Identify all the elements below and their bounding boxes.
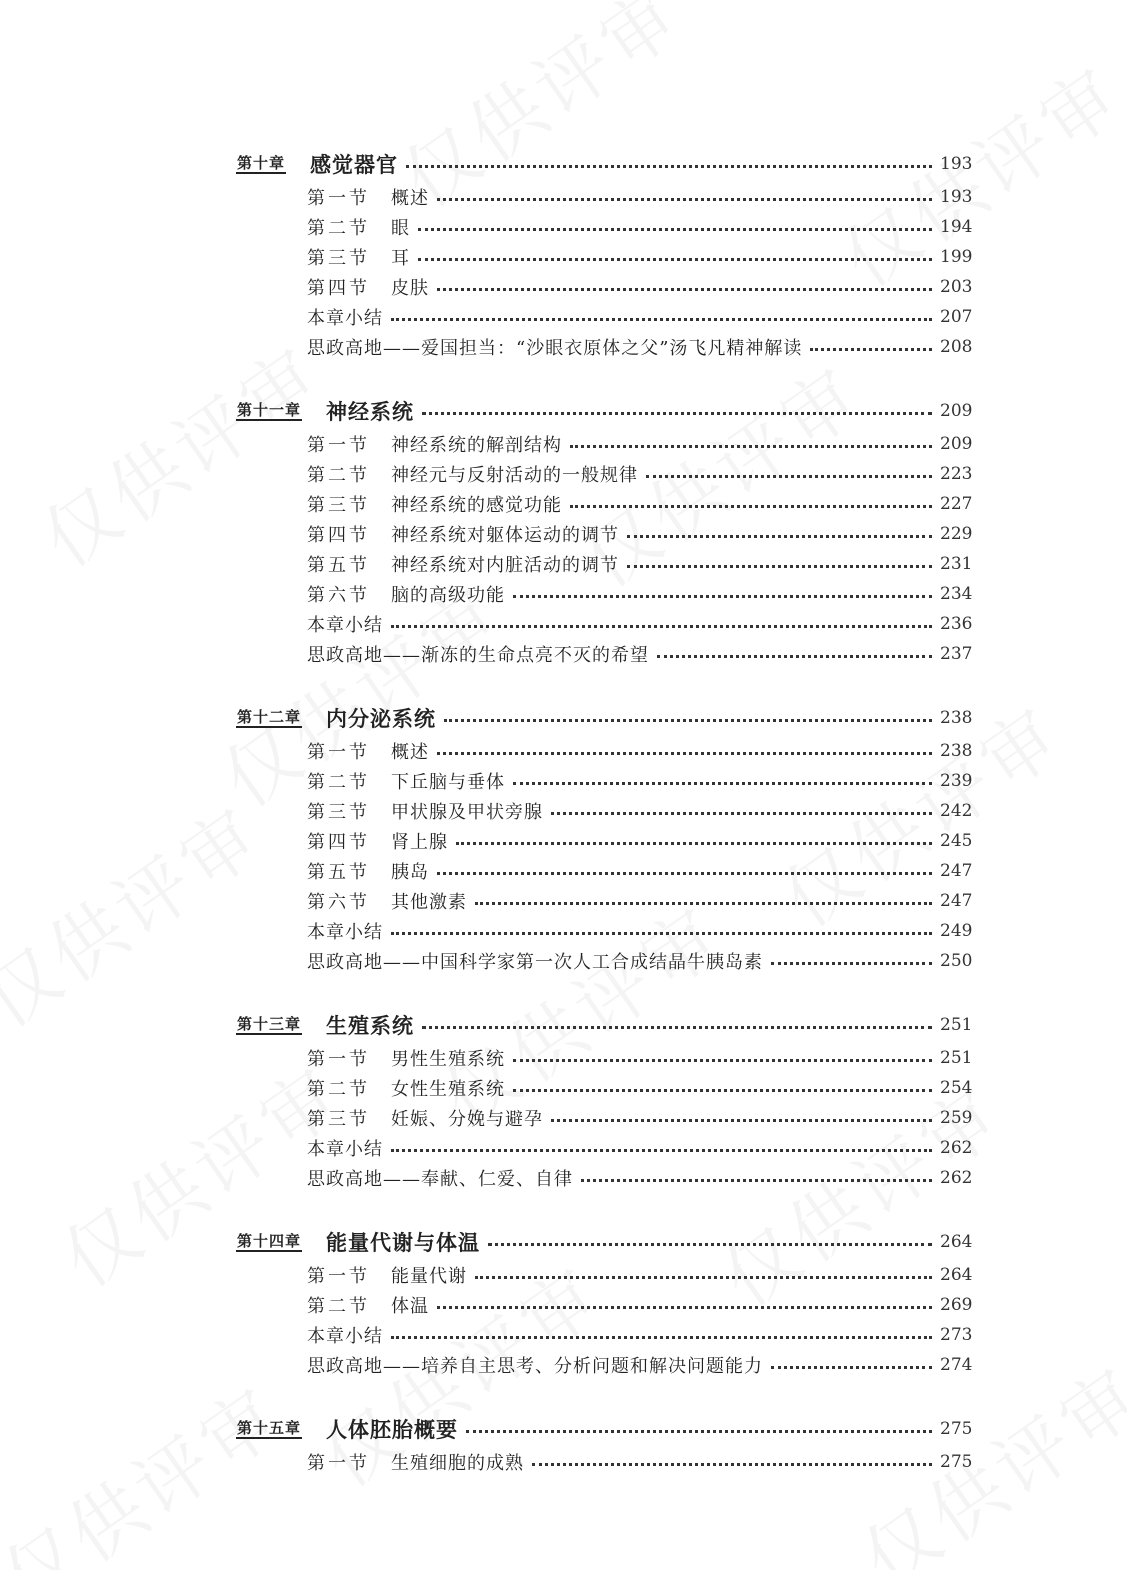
dot-leader [810, 348, 932, 351]
page-number: 247 [940, 861, 973, 881]
chapter-entry[interactable] [236, 1224, 972, 1260]
dot-leader [551, 812, 932, 815]
dot-leader [475, 1276, 932, 1279]
dot-leader [627, 565, 932, 568]
section-title: 神经系统对内脏活动的调节 [391, 555, 619, 576]
page-number: 238 [940, 708, 973, 728]
section-number: 第一节 [307, 1266, 370, 1287]
dot-leader [437, 1306, 932, 1309]
section-entry[interactable] [236, 242, 972, 272]
page-number: 194 [940, 217, 973, 237]
page-number: 234 [940, 584, 973, 604]
section-number: 第三节 [307, 248, 370, 269]
section-number: 第二节 [307, 1296, 370, 1317]
dot-leader [581, 1179, 932, 1182]
section-entry[interactable] [236, 1133, 972, 1163]
toc-chapter [236, 1224, 972, 1380]
dot-leader [657, 655, 932, 658]
section-title: 体温 [391, 1296, 429, 1317]
section-title: 皮肤 [391, 278, 429, 299]
section-number: 第二节 [307, 1079, 370, 1100]
section-entry[interactable] [236, 1103, 972, 1133]
section-list [236, 1447, 972, 1477]
section-number: 第六节 [307, 585, 370, 606]
section-entry[interactable] [236, 796, 972, 826]
page-number: 209 [940, 401, 973, 421]
dot-leader [570, 445, 932, 448]
page-number: 249 [940, 921, 973, 941]
page-number: 193 [940, 187, 973, 207]
toc-chapter [236, 1411, 972, 1477]
section-entry[interactable] [236, 1073, 972, 1103]
page-number: 227 [940, 494, 973, 514]
section-title: 妊娠、分娩与避孕 [391, 1109, 543, 1130]
chapter-entry[interactable] [236, 700, 972, 736]
section-list [236, 736, 972, 976]
page-number: 262 [940, 1138, 973, 1158]
page-number: 199 [940, 247, 973, 267]
chapter-title: 内分泌系统 [326, 706, 437, 731]
section-number: 第四节 [307, 525, 370, 546]
section-number: 第一节 [307, 435, 370, 456]
dot-leader [437, 288, 932, 291]
section-entry[interactable] [236, 639, 972, 669]
dot-leader [646, 475, 932, 478]
chapter-entry[interactable] [236, 1007, 972, 1043]
section-title: 概述 [391, 188, 429, 209]
section-title: 甲状腺及甲状旁腺 [391, 802, 543, 823]
page-number: 203 [940, 277, 973, 297]
dot-leader [418, 258, 932, 261]
section-entry[interactable] [236, 332, 972, 362]
page-number: 273 [940, 1325, 973, 1345]
section-title: 本章小结 [307, 1139, 383, 1160]
section-number: 第一节 [307, 188, 370, 209]
chapter-title: 感觉器官 [310, 152, 399, 177]
section-title: 思政高地——奉献、仁爱、自律 [307, 1169, 573, 1190]
section-title: 耳 [391, 248, 410, 269]
dot-leader [391, 932, 932, 935]
chapter-number: 第十二章 [237, 707, 302, 726]
section-entry[interactable] [236, 272, 972, 302]
section-title: 本章小结 [307, 308, 383, 329]
section-entry[interactable] [236, 1290, 972, 1320]
section-title: 胰岛 [391, 862, 429, 883]
page-number: 250 [940, 951, 973, 971]
dot-leader [488, 1243, 932, 1246]
section-title: 本章小结 [307, 1326, 383, 1347]
section-entry[interactable] [236, 549, 972, 579]
section-title: 本章小结 [307, 922, 383, 943]
chapter-entry[interactable] [236, 393, 972, 429]
section-entry[interactable] [236, 766, 972, 796]
section-number: 第二节 [307, 218, 370, 239]
page-number: 251 [940, 1015, 973, 1035]
chapter-entry[interactable] [236, 1411, 972, 1447]
dot-leader [391, 1336, 932, 1339]
section-entry[interactable] [236, 1043, 972, 1073]
section-title: 能量代谢 [391, 1266, 467, 1287]
section-number: 第四节 [307, 278, 370, 299]
dot-leader [570, 505, 932, 508]
page-number: 269 [940, 1295, 973, 1315]
page-number: 254 [940, 1078, 973, 1098]
dot-leader [513, 1089, 932, 1092]
dot-leader [391, 1149, 932, 1152]
section-entry[interactable] [236, 459, 972, 489]
section-entry[interactable] [236, 429, 972, 459]
dot-leader [551, 1119, 932, 1122]
section-entry[interactable] [236, 579, 972, 609]
section-number: 第四节 [307, 832, 370, 853]
page-number: 229 [940, 524, 973, 544]
chapter-title: 神经系统 [326, 399, 415, 424]
page-number: 262 [940, 1168, 973, 1188]
section-number: 第二节 [307, 465, 370, 486]
section-title: 神经系统的解剖结构 [391, 435, 562, 456]
section-number: 第一节 [307, 1453, 370, 1474]
dot-leader [771, 962, 932, 965]
section-entry[interactable] [236, 302, 972, 332]
section-title: 思政高地——培养自主思考、分析问题和解决问题能力 [307, 1356, 763, 1377]
dot-leader [456, 842, 932, 845]
section-number: 第五节 [307, 555, 370, 576]
chapter-number: 第十章 [237, 153, 286, 172]
dot-leader [444, 719, 932, 722]
dot-leader [418, 228, 932, 231]
page-number: 275 [940, 1452, 973, 1472]
page-number: 231 [940, 554, 973, 574]
dot-leader [422, 412, 932, 415]
section-list [236, 429, 972, 669]
section-title: 思政高地——爱国担当：“沙眼衣原体之父”汤飞凡精神解读 [307, 338, 803, 359]
section-title: 本章小结 [307, 615, 383, 636]
section-list [236, 1260, 972, 1380]
page-number: 274 [940, 1355, 973, 1375]
section-entry[interactable] [236, 1350, 972, 1380]
section-list [236, 182, 972, 362]
section-entry[interactable] [236, 1447, 972, 1477]
section-title: 眼 [391, 218, 410, 239]
dot-leader [513, 595, 932, 598]
section-title: 男性生殖系统 [391, 1049, 505, 1070]
dot-leader [437, 198, 932, 201]
page-number: 259 [940, 1108, 973, 1128]
section-entry[interactable] [236, 946, 972, 976]
dot-leader [627, 535, 932, 538]
page-number: 251 [940, 1048, 973, 1068]
chapter-title: 能量代谢与体温 [326, 1230, 481, 1255]
section-number: 第五节 [307, 862, 370, 883]
page-number: 207 [940, 307, 973, 327]
table-of-contents [236, 146, 972, 1508]
page-number: 209 [940, 434, 973, 454]
dot-leader [532, 1463, 932, 1466]
chapter-title: 人体胚胎概要 [326, 1417, 459, 1442]
page-number: 264 [940, 1265, 973, 1285]
dot-leader [475, 902, 932, 905]
page-number: 236 [940, 614, 973, 634]
section-title: 思政高地——中国科学家第一次人工合成结晶牛胰岛素 [307, 952, 763, 973]
page-number: 238 [940, 741, 973, 761]
section-title: 神经元与反射活动的一般规律 [391, 465, 638, 486]
section-number: 第三节 [307, 802, 370, 823]
dot-leader [391, 318, 932, 321]
page-number: 208 [940, 337, 973, 357]
section-number: 第一节 [307, 1049, 370, 1070]
section-entry[interactable] [236, 916, 972, 946]
section-title: 其他激素 [391, 892, 467, 913]
chapter-number: 第十三章 [237, 1014, 302, 1033]
section-entry[interactable] [236, 1163, 972, 1193]
toc-chapter [236, 1007, 972, 1193]
section-title: 生殖细胞的成熟 [391, 1453, 524, 1474]
page-number: 223 [940, 464, 973, 484]
dot-leader [437, 752, 932, 755]
page-number: 245 [940, 831, 973, 851]
section-number: 第六节 [307, 892, 370, 913]
section-entry[interactable] [236, 736, 972, 766]
section-number: 第二节 [307, 772, 370, 793]
page-number: 242 [940, 801, 973, 821]
section-number: 第三节 [307, 1109, 370, 1130]
section-entry[interactable] [236, 609, 972, 639]
dot-leader [422, 1026, 932, 1029]
section-title: 神经系统的感觉功能 [391, 495, 562, 516]
chapter-entry[interactable] [236, 146, 972, 182]
chapter-number: 第十四章 [237, 1231, 302, 1250]
dot-leader [771, 1366, 932, 1369]
section-entry[interactable] [236, 212, 972, 242]
section-entry[interactable] [236, 856, 972, 886]
chapter-title: 生殖系统 [326, 1013, 415, 1038]
section-list [236, 1043, 972, 1193]
page-number: 239 [940, 771, 973, 791]
section-entry[interactable] [236, 489, 972, 519]
dot-leader [391, 625, 932, 628]
page-number: 275 [940, 1419, 973, 1439]
section-title: 概述 [391, 742, 429, 763]
section-title: 思政高地——渐冻的生命点亮不灭的希望 [307, 645, 649, 666]
toc-chapter [236, 393, 972, 669]
section-title: 脑的高级功能 [391, 585, 505, 606]
dot-leader [466, 1430, 932, 1433]
chapter-number: 第十一章 [237, 400, 302, 419]
section-title: 女性生殖系统 [391, 1079, 505, 1100]
dot-leader [406, 165, 932, 168]
section-title: 肾上腺 [391, 832, 448, 853]
section-entry[interactable] [236, 826, 972, 856]
page-number: 237 [940, 644, 973, 664]
section-entry[interactable] [236, 1260, 972, 1290]
dot-leader [513, 782, 932, 785]
section-number: 第一节 [307, 742, 370, 763]
section-entry[interactable] [236, 519, 972, 549]
chapter-number: 第十五章 [237, 1418, 302, 1437]
section-entry[interactable] [236, 886, 972, 916]
section-entry[interactable] [236, 1320, 972, 1350]
section-entry[interactable] [236, 182, 972, 212]
toc-chapter [236, 700, 972, 976]
section-number: 第三节 [307, 495, 370, 516]
page-number: 247 [940, 891, 973, 911]
dot-leader [437, 872, 932, 875]
page-number: 264 [940, 1232, 973, 1252]
dot-leader [513, 1059, 932, 1062]
toc-chapter [236, 146, 972, 362]
section-title: 下丘脑与垂体 [391, 772, 505, 793]
section-title: 神经系统对躯体运动的调节 [391, 525, 619, 546]
page-number: 193 [940, 154, 973, 174]
